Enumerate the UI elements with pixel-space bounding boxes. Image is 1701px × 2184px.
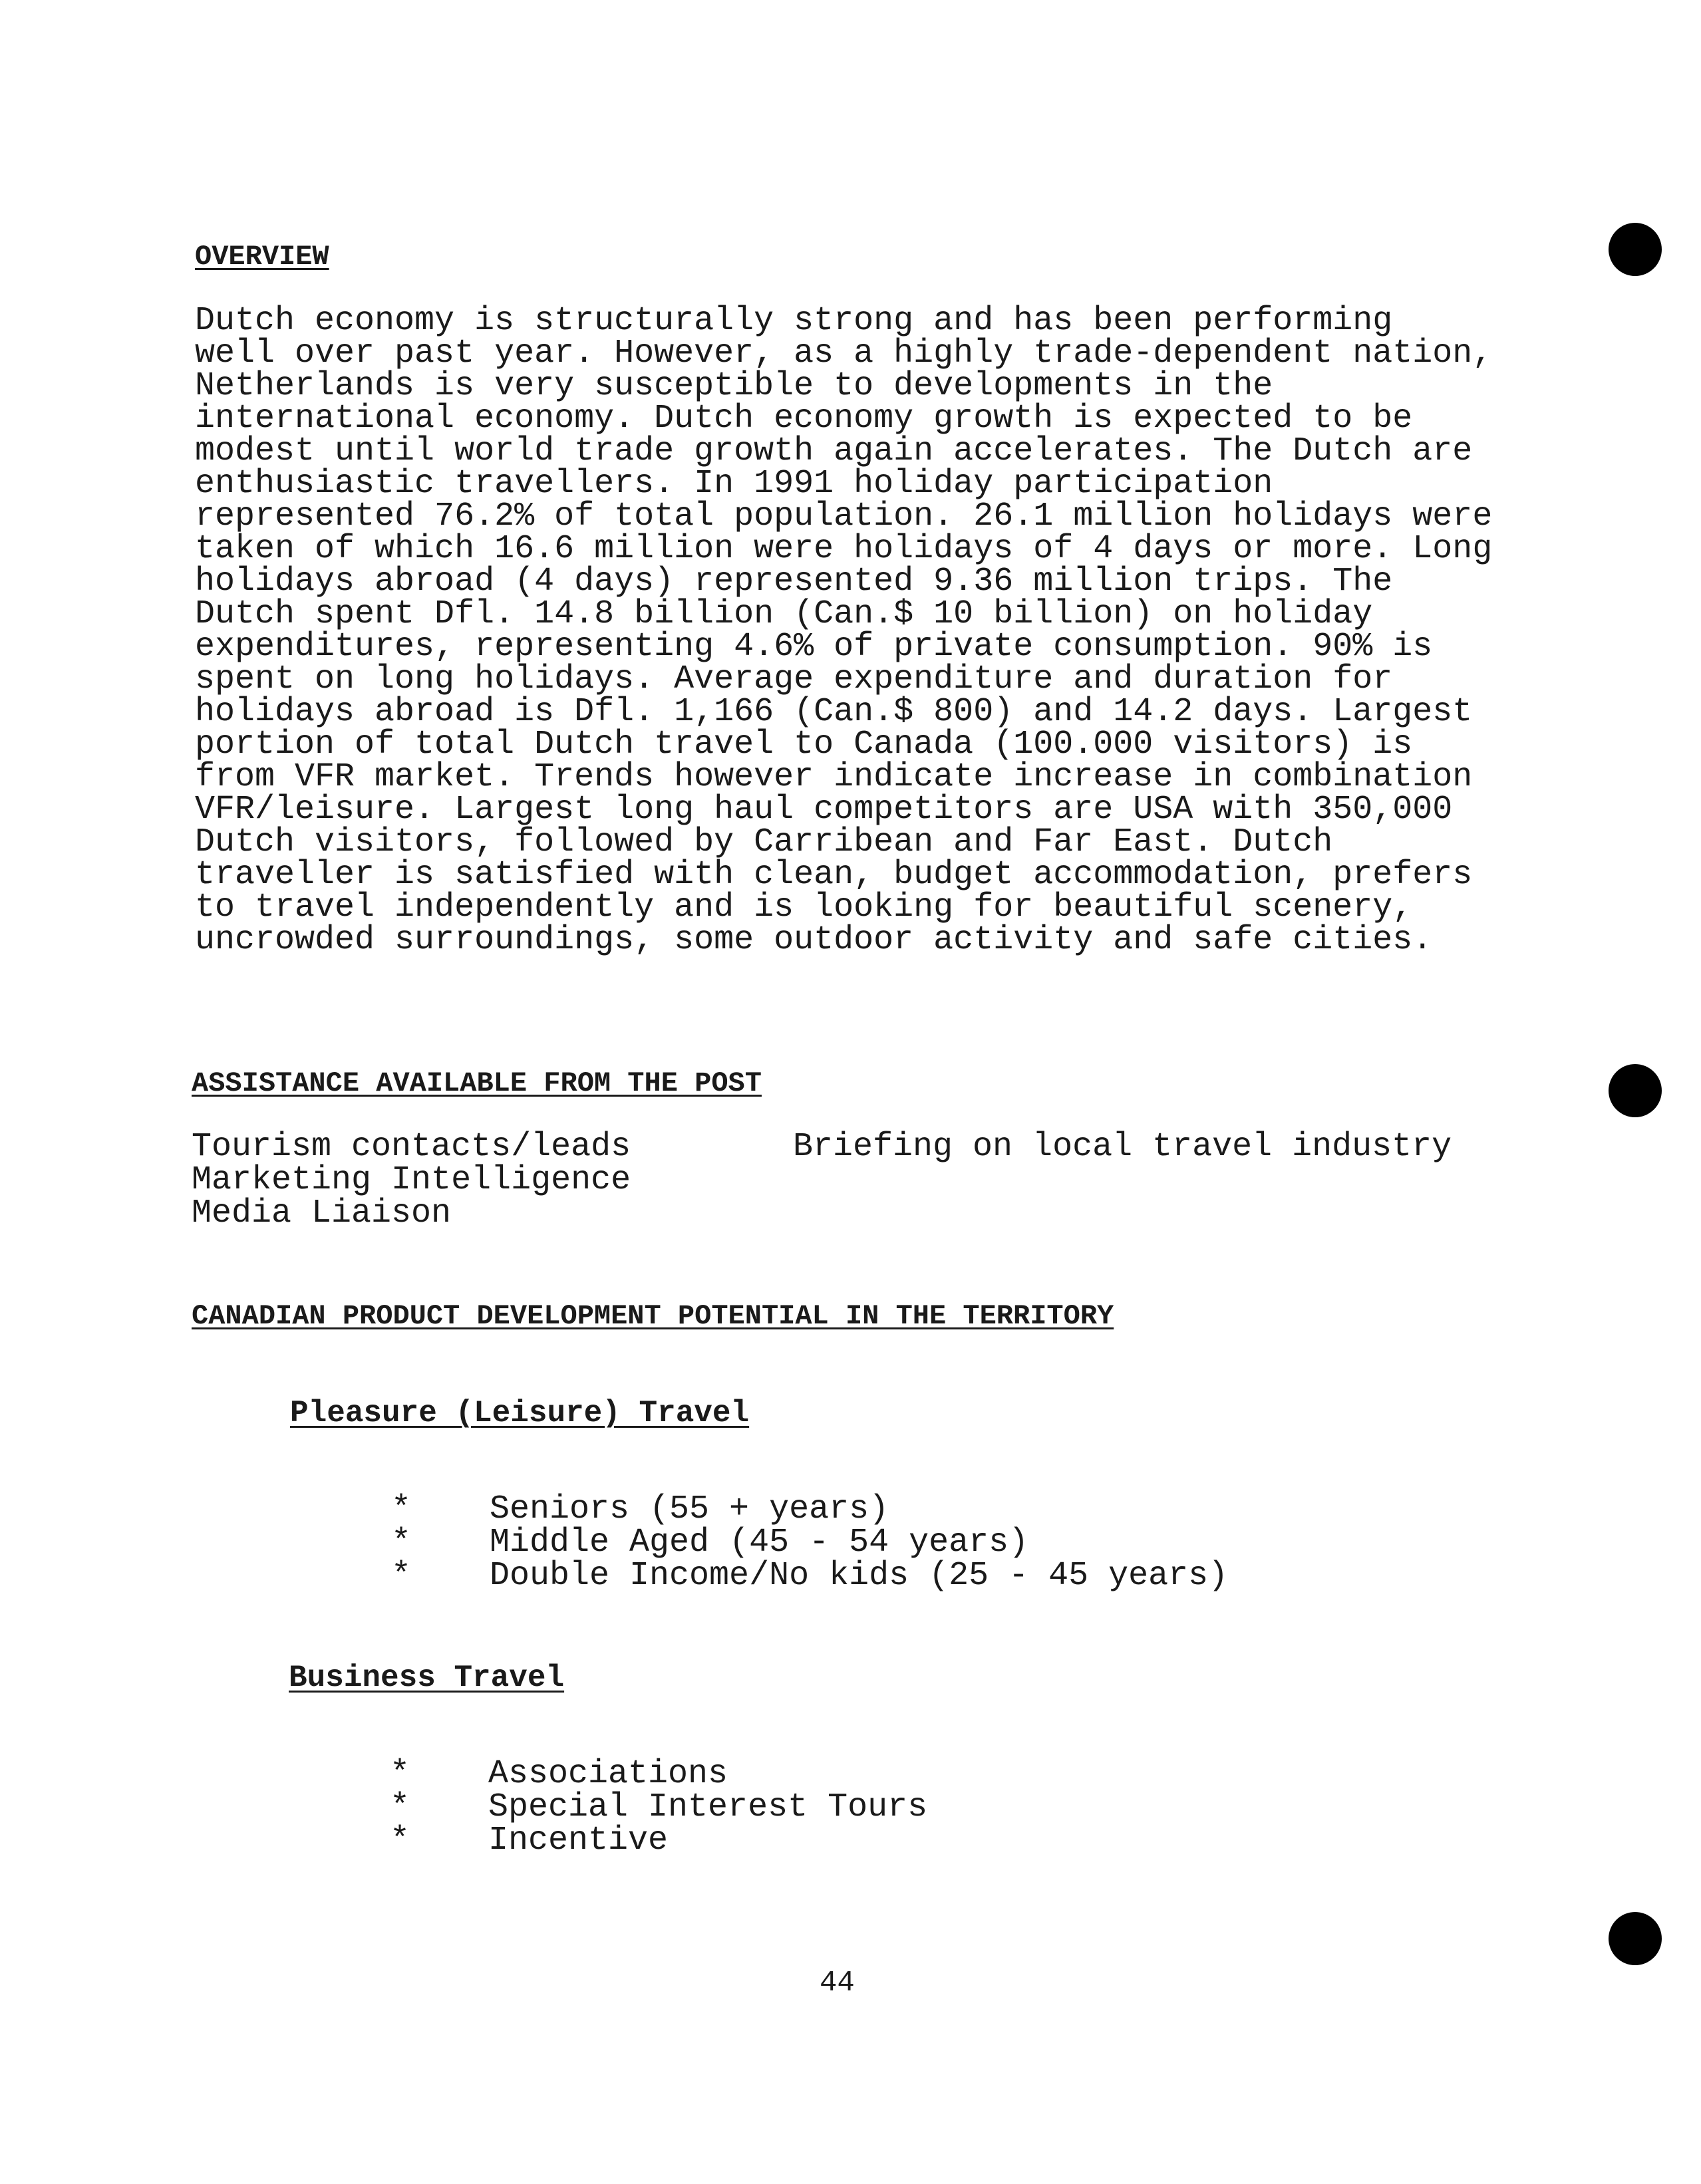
list-item-text: Double Income/No kids (25 - 45 years) (490, 1557, 1229, 1595)
pleasure-travel-list (391, 1490, 1322, 1595)
pleasure-travel-heading: Pleasure (Leisure) Travel (290, 1396, 750, 1431)
list-item-text: Incentive (488, 1822, 669, 1859)
list-item-text: Associations (488, 1755, 728, 1793)
overview-line: uncrowded surroundings, some outdoor activity and safe cities. (195, 921, 1433, 959)
overview-line: modest until world trade growth again accelerates. The Dutch are (195, 432, 1473, 470)
overview-line: international economy. Dutch economy growth is expected to be (195, 400, 1413, 438)
list-item (391, 1557, 1322, 1595)
overview-line: to travel independently and is looking for beautiful scenery, (195, 888, 1413, 926)
assistance-item: Marketing Intelligence (192, 1161, 631, 1199)
binder-hole-top (1609, 223, 1662, 276)
overview-line: from VFR market. Trends however indicate increase in combination (195, 758, 1473, 796)
bullet-star-icon: * (390, 1788, 410, 1826)
bullet-star-icon: * (391, 1524, 412, 1562)
list-item (391, 1526, 1322, 1560)
overview-line: traveller is satisfied with clean, budget accommodation, prefers (195, 856, 1473, 894)
list-item-text: Special Interest Tours (488, 1788, 928, 1826)
product-development-heading: CANADIAN PRODUCT DEVELOPMENT POTENTIAL IN THE TERRITORY (192, 1300, 1114, 1332)
binder-hole-bottom (1609, 1912, 1662, 1965)
list-item (390, 1824, 1321, 1857)
overview-paragraph (195, 302, 1493, 959)
overview-line: taken of which 16.6 million were holidays of 4 days or more. Long (195, 530, 1493, 568)
business-travel-list (390, 1755, 1321, 1859)
assistance-item: Tourism contacts/leads (192, 1128, 631, 1166)
bullet-star-icon: * (391, 1490, 412, 1528)
overview-line: enthusiastic travellers. In 1991 holiday participation (195, 465, 1273, 503)
list-item (390, 1788, 1321, 1826)
page-number: 44 (820, 1967, 855, 2000)
overview-line: Dutch visitors, followed by Carribean and Far East. Dutch (195, 823, 1333, 861)
assistance-item: Briefing on local travel industry (793, 1128, 1452, 1166)
assistance-right-list (793, 1128, 1452, 1166)
overview-line: expenditures, representing 4.6% of private consumption. 90% is (195, 628, 1433, 666)
overview-line: holidays abroad (4 days) represented 9.36 million trips. The (195, 563, 1393, 601)
overview-heading: OVERVIEW (195, 241, 329, 273)
overview-line: Dutch economy is structurally strong and has been performing (195, 302, 1393, 340)
list-item-text: Seniors (55 + years) (490, 1490, 889, 1528)
assistance-item: Media Liaison (192, 1194, 452, 1232)
overview-line: Netherlands is very susceptible to developments in the (195, 367, 1273, 405)
bullet-star-icon: * (390, 1822, 410, 1859)
bullet-star-icon: * (390, 1755, 410, 1793)
list-item (391, 1490, 1322, 1528)
bullet-star-icon: * (391, 1557, 412, 1595)
overview-line: portion of total Dutch travel to Canada (100.000 visitors) is (195, 726, 1413, 763)
list-item-text: Middle Aged (45 - 54 years) (490, 1524, 1029, 1562)
overview-line: well over past year. However, as a highly trade-dependent nation, (195, 335, 1493, 372)
binder-hole-middle (1609, 1064, 1662, 1117)
business-travel-heading: Business Travel (289, 1661, 565, 1695)
overview-line: holidays abroad is Dfl. 1,166 (Can.$ 800) and 14.2 days. Largest (195, 693, 1473, 731)
overview-line: VFR/leisure. Largest long haul competitors are USA with 350,000 (195, 791, 1453, 829)
overview-line: represented 76.2% of total population. 26.1 million holidays were (195, 497, 1493, 535)
assistance-heading: ASSISTANCE AVAILABLE FROM THE POST (192, 1067, 762, 1099)
list-item (390, 1755, 1321, 1793)
assistance-left-list (192, 1128, 631, 1232)
overview-line: Dutch spent Dfl. 14.8 billion (Can.$ 10 billion) on holiday (195, 595, 1373, 633)
overview-line: spent on long holidays. Average expenditure and duration for (195, 660, 1393, 698)
